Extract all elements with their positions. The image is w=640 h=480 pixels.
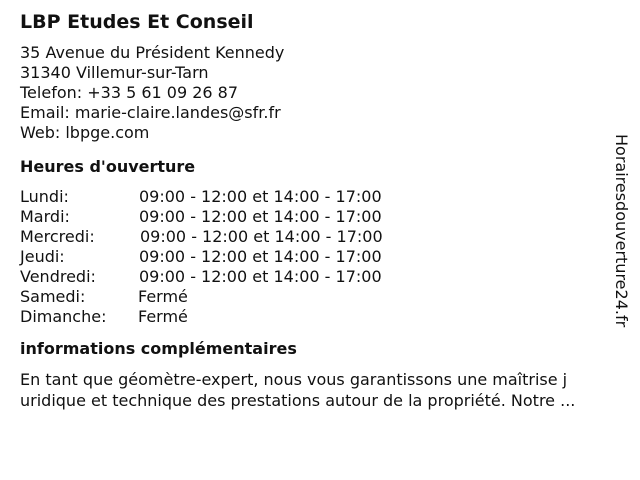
hours-day: Mercredi:	[20, 227, 95, 246]
info-block	[20, 369, 620, 411]
info-text-line: En tant que géomètre-expert, nous vous garantissons une maîtrise j	[20, 370, 568, 389]
hours-row-lundi	[20, 187, 620, 207]
hours-time: 09:00 - 12:00 et 14:00 - 17:00	[139, 247, 382, 266]
hours-row-mercredi	[20, 227, 620, 247]
hours-row-jeudi	[20, 247, 620, 267]
postal-city: 31340 Villemur-sur-Tarn	[20, 63, 209, 82]
hours-day: Samedi:	[20, 287, 86, 306]
hours-time: 09:00 - 12:00 et 14:00 - 17:00	[139, 207, 382, 226]
email-line: Email: marie-claire.landes@sfr.fr	[20, 103, 281, 122]
hours-time: 09:00 - 12:00 et 14:00 - 17:00	[139, 267, 382, 286]
hours-table	[20, 187, 620, 327]
hours-row-vendredi	[20, 267, 620, 287]
phone-line: Telefon: +33 5 61 09 26 87	[20, 83, 239, 102]
info-heading: informations complémentaires	[20, 339, 297, 358]
info-text-line: uridique et technique des prestations autour de la propriété. Notre ...	[20, 391, 576, 410]
hours-row-dimanche	[20, 307, 620, 327]
business-card	[20, 9, 620, 411]
hours-day: Lundi:	[20, 187, 69, 206]
hours-day: Jeudi:	[20, 247, 65, 266]
hours-time: 09:00 - 12:00 et 14:00 - 17:00	[140, 227, 383, 246]
street-address: 35 Avenue du Président Kennedy	[20, 43, 285, 62]
hours-day: Mardi:	[20, 207, 70, 226]
hours-time: Fermé	[138, 287, 188, 306]
hours-row-samedi	[20, 287, 620, 307]
web-line: Web: lbpge.com	[20, 123, 150, 142]
site-watermark: Horairesdouverture24.fr	[612, 134, 631, 328]
hours-heading: Heures d'ouverture	[20, 157, 196, 176]
hours-row-mardi	[20, 207, 620, 227]
business-name: LBP Etudes Et Conseil	[20, 11, 254, 33]
hours-day: Vendredi:	[20, 267, 96, 286]
hours-time: Fermé	[138, 307, 188, 326]
hours-time: 09:00 - 12:00 et 14:00 - 17:00	[139, 187, 382, 206]
address-block	[20, 43, 620, 143]
hours-day: Dimanche:	[20, 307, 107, 326]
